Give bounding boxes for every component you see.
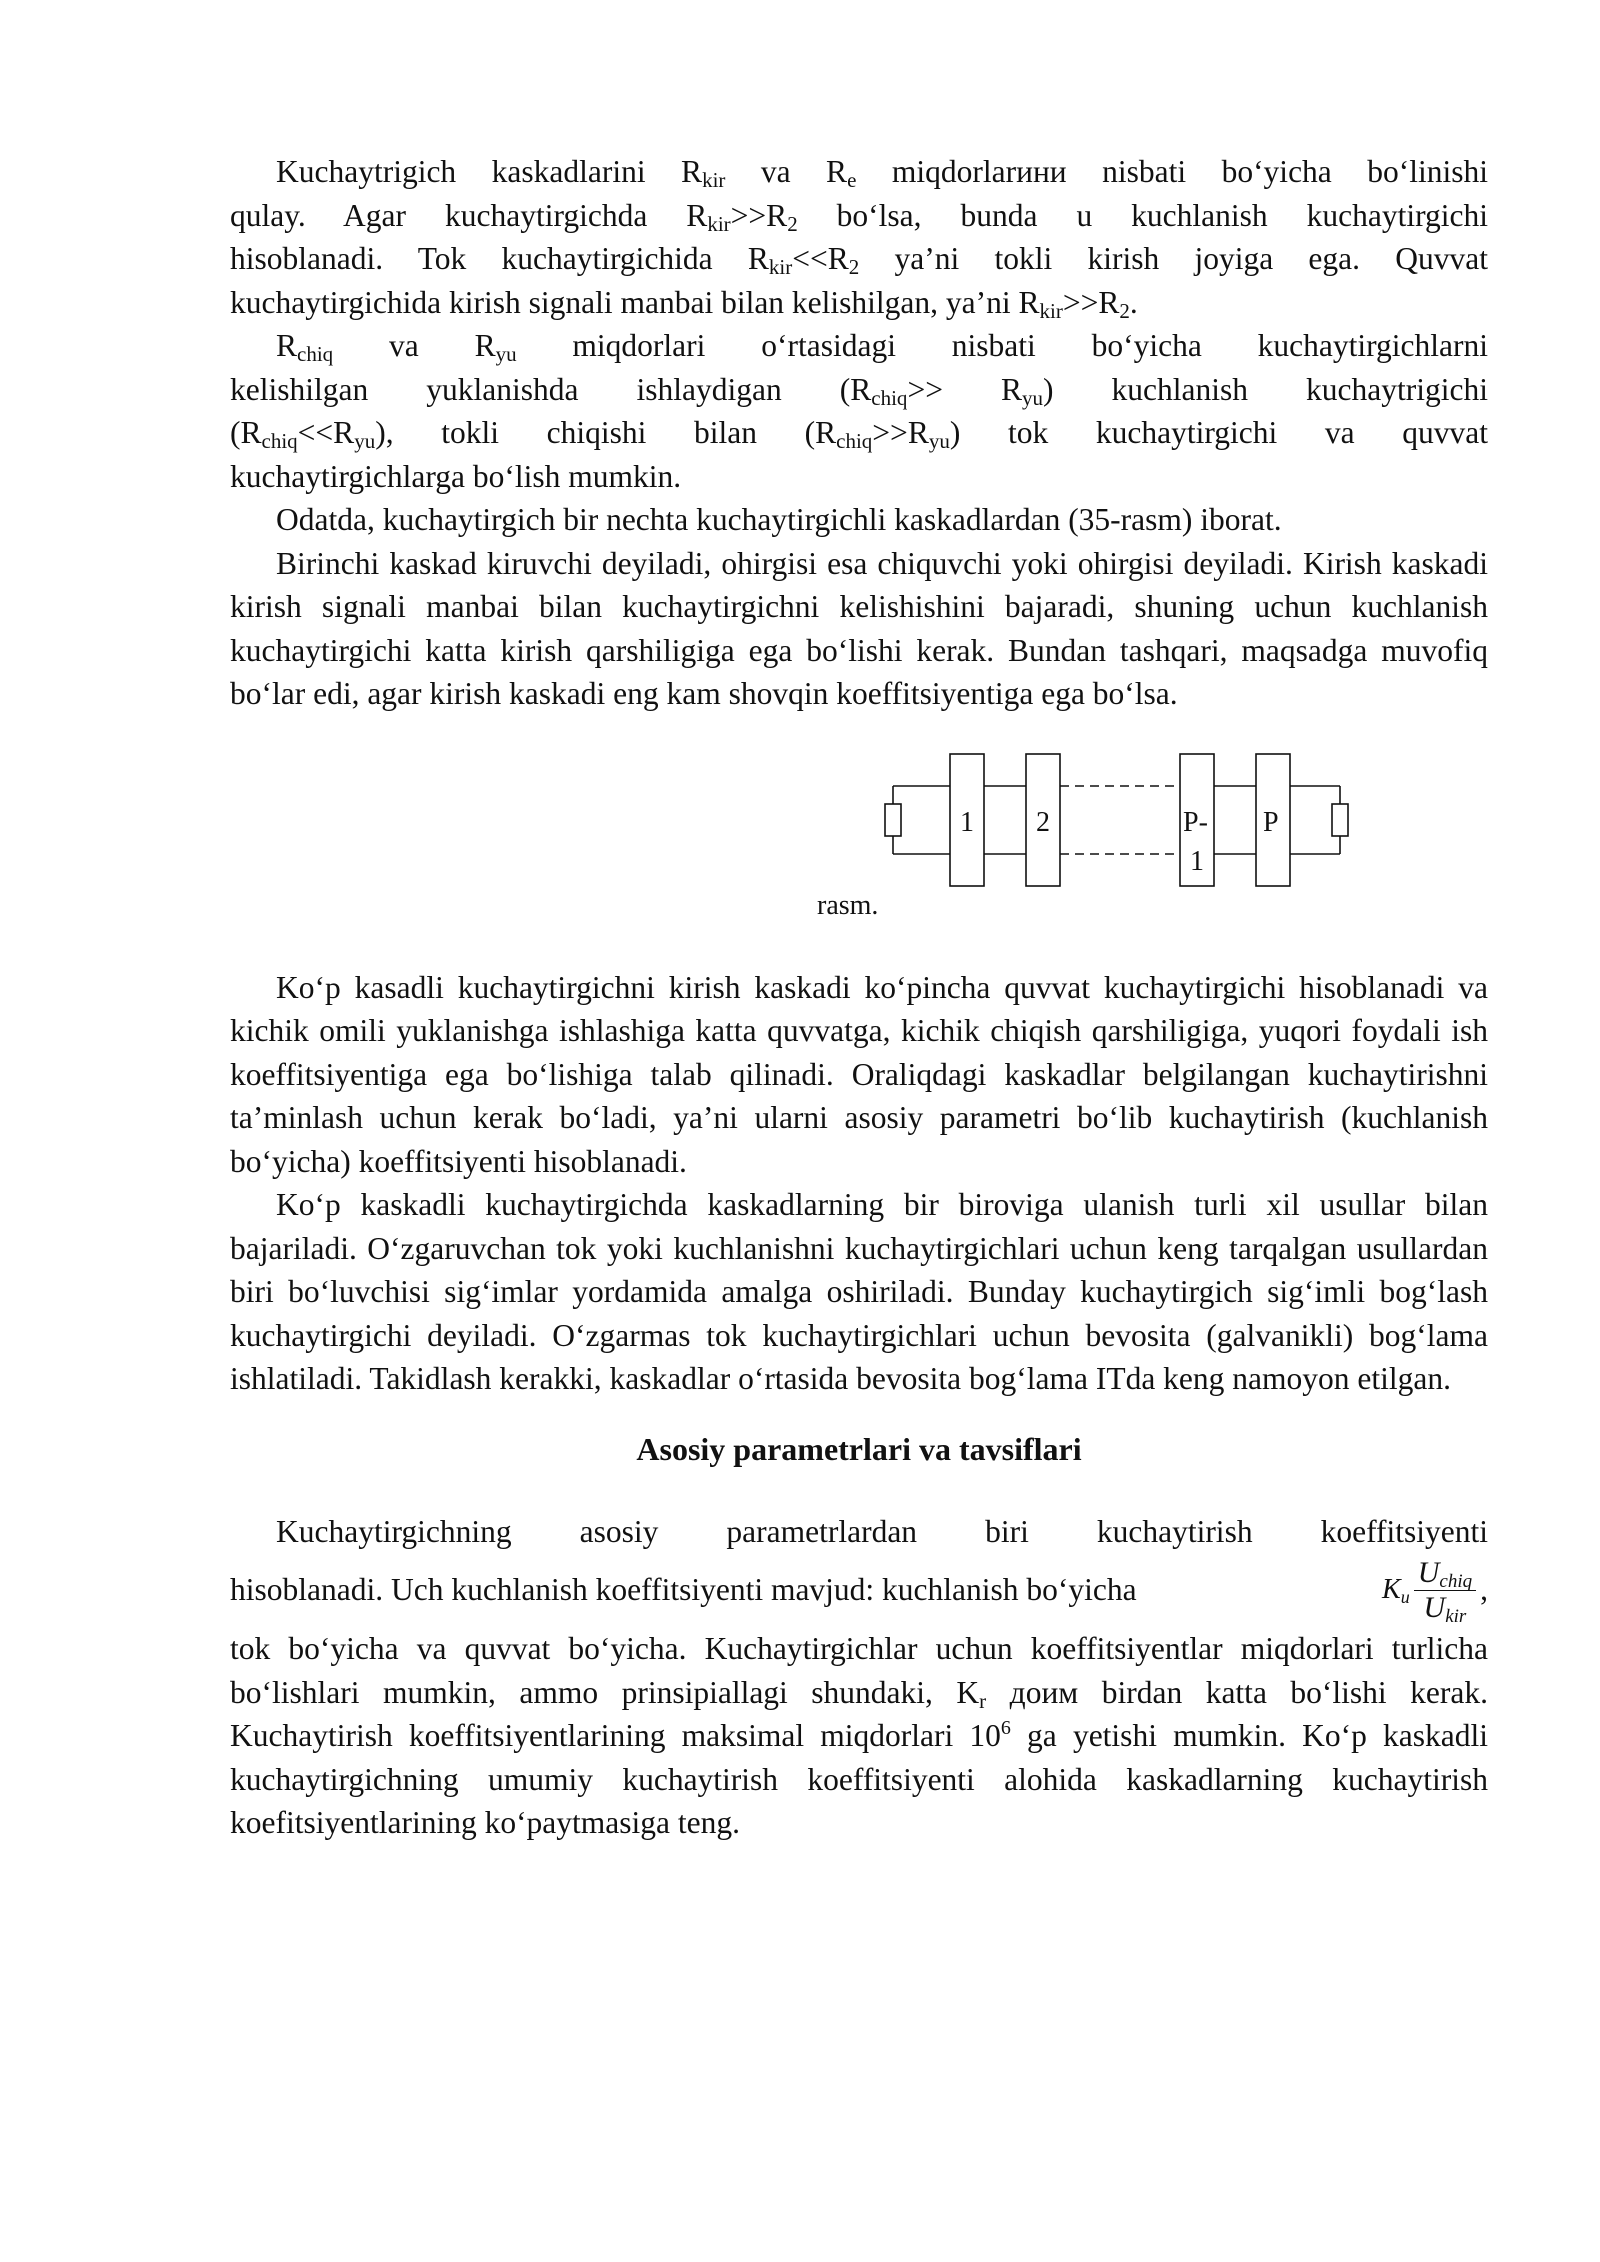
paragraph-7-line-1: Kuchaytirgichning asosiy parametrlardan biri kuchaytirish koeffitsiyenti bbox=[276, 1513, 1488, 1549]
paragraph-7 bbox=[230, 1510, 1488, 1845]
paragraph-2-line-4: kuchaytirgichlarga bo‘lish mumkin. bbox=[230, 458, 682, 494]
input-source bbox=[885, 804, 901, 836]
paragraph-7-rest: tok bo‘yicha va quvvat bo‘yicha. Kuchaytirgichlar uchun koeffitsiyentlar miqdorlari turlicha bo‘lishlari mumkin, ammo prinsipiallagi shundaki, $K_r$ доим birdan katta bo‘lishi kerak. Kuchaytirish koeffitsiyentlarining maksimal miqdorlari $10^6$ ga yetishi mumkin. Ko‘p kaskadli kuchaytirgichning umumiy kuchaytirish koeffitsiyenti alohida kaskadlarning kuchaytirish koefitsiyentlarining ko‘paytmasiga teng. bbox=[230, 1631, 1488, 1840]
paragraph-1 bbox=[230, 150, 1488, 324]
paragraph-2-line-1: $R_{chiq}$ va $R_{yu}$ miqdorlari o‘rtasidagi nisbati bo‘yicha kuchaytirgichlarni bbox=[276, 328, 1488, 366]
paragraph-6: Ko‘p kaskadli kuchaytirgichda kaskadlarning bir biroviga ulanish turli xil usullar bilan bajariladi. O‘zgaruvchan tok yoki kuchlanishni kuchaytirgichlari uchun keng tarqalgan usullardan biri bo‘luvchisi sig‘imlar yordamida amalga oshiriladi. Bunday kuchaytirgich sig‘imli bog‘lash kuchaytirgichi deyiladi. O‘zgarmas tok kuchaytirgichlari uchun bevosita (galvanikli) bog‘lama ishlatiladi. Takidlash kerakki, kaskadlar o‘rtasida bevosita bog‘lama ITda keng namoyon etilgan. bbox=[230, 1187, 1488, 1396]
paragraph-2-line-3: $(R_{chiq}<<R_{yu})$, tokli chiqishi bilan $(R_{chiq}>>R_{yu})$ tok kuchaytirgichi va quvvat bbox=[230, 415, 1488, 453]
stage-p-1-label-bottom: 1 bbox=[1190, 845, 1204, 877]
paragraph-7-formula-line bbox=[230, 1553, 1488, 1627]
stage-1-label: 1 bbox=[960, 806, 974, 838]
paragraph-1-line-1: Kuchaytrigich kaskadlarini $R_{kir}$ va $R_e$ miqdorlarини nisbati bo‘yicha bo‘linishi bbox=[276, 154, 1488, 192]
cascade-diagram bbox=[230, 716, 1488, 956]
figure-block-diagram bbox=[230, 716, 1488, 956]
stage-p-1-label-top: P- bbox=[1183, 806, 1208, 838]
figure-caption: rasm. bbox=[817, 889, 879, 921]
stage-2-label: 2 bbox=[1036, 806, 1050, 838]
voltage-gain-formula: $K_u$ $\frac{U_{chiq}}{U_{kir}}$ , bbox=[1382, 1555, 1488, 1627]
paragraph-2-line-2: kelishilgan yuklanishda ishlaydigan $(R_{chiq}>> R_{yu})$ kuchlanish kuchaytrigichi bbox=[230, 371, 1488, 410]
paragraph-2 bbox=[230, 324, 1488, 498]
load-resistor bbox=[1332, 804, 1348, 836]
paragraph-1-line-4: kuchaytirgichida kirish signali manbai bilan kelishilgan, ya’ni $R_{kir}>>R_2$. bbox=[230, 284, 1138, 323]
gain-fraction: $\frac{U_{chiq}}{U_{kir}}$ bbox=[1414, 1558, 1476, 1623]
paragraph-1-line-3: hisoblanadi. Tok kuchaytirgichida $R_{kir}<<R_2$ ya’ni tokli kirish joyiga ega. Quvvat bbox=[230, 241, 1488, 279]
document-page bbox=[230, 150, 1488, 1845]
paragraph-3: Odatda, kuchaytirgich bir nechta kuchaytirgichli kaskadlardan (35-rasm) iborat. bbox=[276, 502, 1282, 537]
paragraph-1-line-2: qulay. Agar kuchaytirgichda $R_{kir}>>R_2$ bo‘lsa, bunda u kuchlanish kuchaytirgichi bbox=[230, 197, 1488, 236]
stage-p-label: P bbox=[1263, 806, 1279, 838]
paragraph-4: Birinchi kaskad kiruvchi deyiladi, ohirgisi esa chiquvchi yoki ohirgisi deyiladi. Kirish kaskadi kirish signali manbai bilan kuchaytirgichni kelishishini bajaradi, shuning uchun kuchlanish kuchaytirgichi katta kirish qarshiligiga ega bo‘lishi kerak. Bundan tashqari, maqsadga muvofiq bo‘lar edi, agar kirish kaskadi eng kam shovqin koeffitsiyentiga ega bo‘lsa. bbox=[230, 545, 1488, 711]
paragraph-7-line-2: hisoblanadi. Uch kuchlanish koeffitsiyenti mavjud: kuchlanish bo‘yicha bbox=[230, 1572, 1137, 1607]
paragraph-5: Ko‘p kasadli kuchaytirgichni kirish kaskadi ko‘pincha quvvat kuchaytirgichi hisoblanadi va kichik omili yuklanishga ishlashiga katta quvvatga, kichik chiqish qarshiligiga, yuqori foydali ish koeffitsiyentiga ega bo‘lishiga talab qilinadi. Oraliqdagi kaskadlar belgilangan kuchaytirishni ta’minlash uchun kerak bo‘ladi, ya’ni ularni asosiy parametri bo‘lib kuchaytirish (kuchlanish bo‘yicha) koeffitsiyenti hisoblanadi. bbox=[230, 969, 1488, 1179]
section-heading: Asosiy parametrlari va tavsiflari bbox=[636, 1430, 1082, 1467]
